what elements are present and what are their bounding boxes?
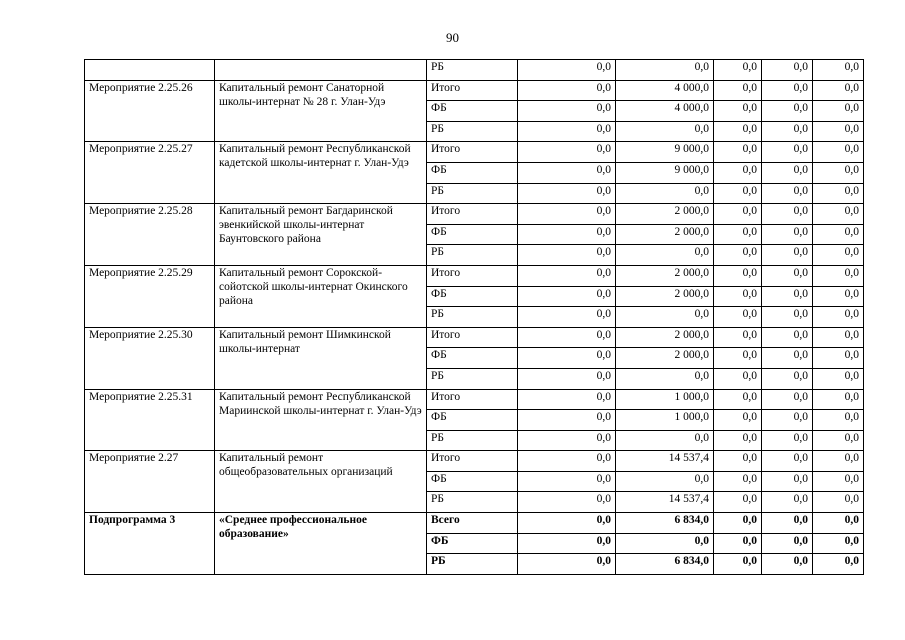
funding-source: РБ (427, 554, 518, 575)
amount-cell: 0,0 (518, 451, 616, 472)
amount-cell: 0,0 (616, 307, 714, 328)
amount-cell: 0,0 (518, 513, 616, 534)
amount-cell: 0,0 (714, 265, 762, 286)
activity-name: Капитальный ремонт Сорокской-сойотской школы-интернат Окинского района (215, 265, 427, 327)
table-row (85, 80, 864, 101)
amount-cell: 0,0 (518, 80, 616, 101)
amount-cell: 0,0 (518, 410, 616, 431)
amount-cell: 0,0 (518, 245, 616, 266)
amount-cell: 0,0 (616, 60, 714, 81)
amount-cell: 0,0 (714, 80, 762, 101)
amount-cell: 0,0 (714, 121, 762, 142)
amount-cell: 0,0 (714, 327, 762, 348)
amount-cell: 6 834,0 (616, 513, 714, 534)
activity-label: Мероприятие 2.25.29 (85, 265, 215, 327)
funding-source: ФБ (427, 286, 518, 307)
funding-source: РБ (427, 60, 518, 81)
funding-source: Всего (427, 513, 518, 534)
amount-cell: 0,0 (714, 554, 762, 575)
amount-cell: 0,0 (813, 142, 864, 163)
amount-cell: 0,0 (518, 471, 616, 492)
amount-cell: 0,0 (762, 245, 813, 266)
page-number: 90 (446, 30, 459, 45)
amount-cell: 2 000,0 (616, 327, 714, 348)
amount-cell: 0,0 (813, 554, 864, 575)
amount-cell: 0,0 (714, 492, 762, 513)
amount-cell: 0,0 (518, 142, 616, 163)
amount-cell: 0,0 (762, 430, 813, 451)
funding-source: ФБ (427, 348, 518, 369)
amount-cell: 0,0 (762, 389, 813, 410)
amount-cell: 0,0 (518, 204, 616, 225)
table-row (85, 142, 864, 163)
amount-cell: 4 000,0 (616, 101, 714, 122)
amount-cell: 0,0 (518, 492, 616, 513)
amount-cell: 0,0 (813, 368, 864, 389)
amount-cell: 0,0 (762, 80, 813, 101)
table-row (85, 327, 864, 348)
activity-name: Капитальный ремонт Санаторной школы-интернат № 28 г. Улан-Удэ (215, 80, 427, 142)
amount-cell: 0,0 (762, 307, 813, 328)
amount-cell: 0,0 (714, 183, 762, 204)
amount-cell: 0,0 (762, 368, 813, 389)
activity-name (215, 60, 427, 81)
amount-cell: 0,0 (518, 101, 616, 122)
table-row (85, 265, 864, 286)
funding-source: ФБ (427, 471, 518, 492)
amount-cell: 0,0 (762, 183, 813, 204)
activity-label: Мероприятие 2.27 (85, 451, 215, 513)
amount-cell: 0,0 (762, 492, 813, 513)
funding-source: РБ (427, 245, 518, 266)
amount-cell: 0,0 (813, 245, 864, 266)
amount-cell: 0,0 (714, 286, 762, 307)
activity-label (85, 60, 215, 81)
funding-source: Итого (427, 204, 518, 225)
funding-source: ФБ (427, 533, 518, 554)
amount-cell: 0,0 (813, 265, 864, 286)
activity-name: Капитальный ремонт Республиканской кадетской школы-интернат г. Улан-Удэ (215, 142, 427, 204)
funding-source: ФБ (427, 162, 518, 183)
amount-cell: 0,0 (714, 430, 762, 451)
amount-cell: 0,0 (762, 286, 813, 307)
amount-cell: 0,0 (762, 224, 813, 245)
amount-cell: 0,0 (813, 348, 864, 369)
amount-cell: 2 000,0 (616, 286, 714, 307)
amount-cell: 14 537,4 (616, 451, 714, 472)
amount-cell: 0,0 (616, 471, 714, 492)
amount-cell: 0,0 (762, 101, 813, 122)
amount-cell: 2 000,0 (616, 224, 714, 245)
amount-cell: 0,0 (762, 513, 813, 534)
amount-cell: 0,0 (813, 307, 864, 328)
amount-cell: 0,0 (616, 430, 714, 451)
amount-cell: 0,0 (518, 60, 616, 81)
amount-cell: 0,0 (813, 451, 864, 472)
funding-source: Итого (427, 265, 518, 286)
amount-cell: 0,0 (518, 265, 616, 286)
activity-name: Капитальный ремонт Республиканской Мариинской школы-интернат г. Улан-Удэ (215, 389, 427, 451)
table-row (85, 513, 864, 534)
amount-cell: 0,0 (714, 224, 762, 245)
amount-cell: 0,0 (616, 533, 714, 554)
funding-source: РБ (427, 430, 518, 451)
funding-source: Итого (427, 80, 518, 101)
amount-cell: 0,0 (518, 307, 616, 328)
amount-cell: 6 834,0 (616, 554, 714, 575)
amount-cell: 1 000,0 (616, 389, 714, 410)
amount-cell: 0,0 (762, 60, 813, 81)
table-row (85, 451, 864, 472)
amount-cell: 0,0 (762, 410, 813, 431)
amount-cell: 0,0 (813, 513, 864, 534)
amount-cell: 0,0 (616, 121, 714, 142)
activity-label: Мероприятие 2.25.28 (85, 204, 215, 266)
table-body (85, 60, 864, 575)
amount-cell: 0,0 (813, 162, 864, 183)
amount-cell: 0,0 (762, 265, 813, 286)
amount-cell: 0,0 (813, 533, 864, 554)
amount-cell: 0,0 (813, 204, 864, 225)
amount-cell: 0,0 (518, 554, 616, 575)
funding-source: ФБ (427, 224, 518, 245)
amount-cell: 2 000,0 (616, 348, 714, 369)
amount-cell: 0,0 (714, 368, 762, 389)
amount-cell: 0,0 (518, 162, 616, 183)
amount-cell: 0,0 (762, 142, 813, 163)
funding-source: Итого (427, 389, 518, 410)
funding-source: Итого (427, 451, 518, 472)
activity-name: Капитальный ремонт Шимкинской школы-интернат (215, 327, 427, 389)
amount-cell: 0,0 (813, 60, 864, 81)
amount-cell: 0,0 (518, 430, 616, 451)
amount-cell: 0,0 (813, 80, 864, 101)
amount-cell: 0,0 (616, 368, 714, 389)
amount-cell: 0,0 (714, 162, 762, 183)
activity-name: Капитальный ремонт общеобразовательных организаций (215, 451, 427, 513)
amount-cell: 0,0 (762, 204, 813, 225)
amount-cell: 0,0 (813, 101, 864, 122)
table-row (85, 389, 864, 410)
amount-cell: 0,0 (813, 224, 864, 245)
budget-table (84, 59, 864, 575)
funding-source: РБ (427, 492, 518, 513)
amount-cell: 0,0 (714, 101, 762, 122)
amount-cell: 0,0 (714, 513, 762, 534)
amount-cell: 0,0 (762, 162, 813, 183)
amount-cell: 0,0 (616, 183, 714, 204)
amount-cell: 0,0 (762, 348, 813, 369)
table-row (85, 204, 864, 225)
funding-source: РБ (427, 183, 518, 204)
funding-source: РБ (427, 307, 518, 328)
amount-cell: 0,0 (518, 286, 616, 307)
amount-cell: 0,0 (714, 451, 762, 472)
amount-cell: 0,0 (762, 327, 813, 348)
amount-cell: 0,0 (518, 183, 616, 204)
amount-cell: 0,0 (518, 121, 616, 142)
amount-cell: 0,0 (714, 142, 762, 163)
activity-label: Мероприятие 2.25.31 (85, 389, 215, 451)
amount-cell: 0,0 (813, 121, 864, 142)
table-row (85, 60, 864, 81)
amount-cell: 0,0 (762, 121, 813, 142)
amount-cell: 0,0 (714, 471, 762, 492)
funding-source: РБ (427, 121, 518, 142)
amount-cell: 0,0 (813, 492, 864, 513)
amount-cell: 0,0 (813, 410, 864, 431)
amount-cell: 0,0 (714, 307, 762, 328)
amount-cell: 14 537,4 (616, 492, 714, 513)
amount-cell: 0,0 (813, 327, 864, 348)
amount-cell: 0,0 (616, 245, 714, 266)
funding-source: ФБ (427, 410, 518, 431)
amount-cell: 0,0 (714, 410, 762, 431)
amount-cell: 0,0 (762, 451, 813, 472)
activity-label: Мероприятие 2.25.27 (85, 142, 215, 204)
amount-cell: 0,0 (714, 348, 762, 369)
funding-source: ФБ (427, 101, 518, 122)
activity-label: Мероприятие 2.25.26 (85, 80, 215, 142)
activity-label: Подпрограмма 3 (85, 513, 215, 575)
amount-cell: 9 000,0 (616, 162, 714, 183)
amount-cell: 0,0 (714, 245, 762, 266)
amount-cell: 1 000,0 (616, 410, 714, 431)
amount-cell: 0,0 (813, 430, 864, 451)
amount-cell: 0,0 (762, 533, 813, 554)
funding-source: Итого (427, 327, 518, 348)
amount-cell: 4 000,0 (616, 80, 714, 101)
amount-cell: 0,0 (813, 389, 864, 410)
activity-label: Мероприятие 2.25.30 (85, 327, 215, 389)
amount-cell: 0,0 (714, 533, 762, 554)
amount-cell: 2 000,0 (616, 265, 714, 286)
amount-cell: 0,0 (714, 389, 762, 410)
amount-cell: 0,0 (813, 286, 864, 307)
amount-cell: 0,0 (714, 204, 762, 225)
amount-cell: 0,0 (518, 389, 616, 410)
amount-cell: 0,0 (762, 471, 813, 492)
activity-name: Капитальный ремонт Багдаринской эвенкийской школы-интернат Баунтовского района (215, 204, 427, 266)
amount-cell: 0,0 (518, 224, 616, 245)
amount-cell: 0,0 (518, 533, 616, 554)
amount-cell: 0,0 (813, 183, 864, 204)
amount-cell: 0,0 (762, 554, 813, 575)
amount-cell: 0,0 (714, 60, 762, 81)
amount-cell: 9 000,0 (616, 142, 714, 163)
amount-cell: 0,0 (518, 327, 616, 348)
funding-source: РБ (427, 368, 518, 389)
amount-cell: 0,0 (518, 348, 616, 369)
amount-cell: 2 000,0 (616, 204, 714, 225)
funding-source: Итого (427, 142, 518, 163)
amount-cell: 0,0 (813, 471, 864, 492)
activity-name: «Среднее профессиональное образование» (215, 513, 427, 575)
amount-cell: 0,0 (518, 368, 616, 389)
